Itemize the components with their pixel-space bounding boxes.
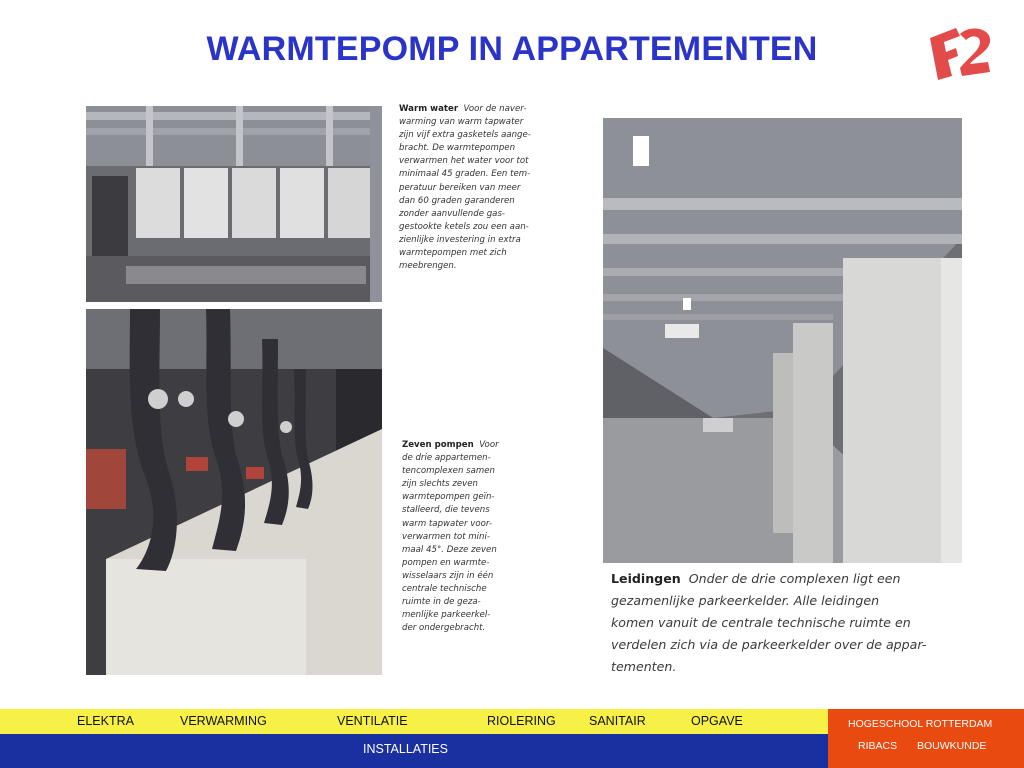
nav-link-verwarming[interactable]: VERWARMING — [180, 714, 267, 728]
caption-line: Warm water Voor de naver- — [399, 104, 527, 114]
nav-link-opgave[interactable]: OPGAVE — [691, 714, 743, 728]
caption-line: stalleerd, die tevens — [402, 505, 490, 516]
caption-line: verwarmen het water voor tot — [399, 156, 529, 167]
caption-line: peratuur bereiken van meer — [399, 182, 521, 193]
caption-line: minimaal 45 graden. Een tem- — [399, 169, 531, 180]
nav-link-riolering[interactable]: RIOLERING — [487, 714, 556, 728]
caption-line: der ondergebracht. — [402, 623, 486, 634]
caption-line: zonder aanvullende gas- — [399, 208, 506, 219]
caption-warm-water — [399, 103, 549, 273]
caption-line: Zeven pompen Voor — [402, 440, 499, 450]
caption-line: warming van warm tapwater — [399, 117, 524, 128]
caption-line: menlijke parkeerkel- — [402, 610, 491, 621]
nav-link-elektra[interactable]: ELEKTRA — [77, 714, 134, 728]
caption-line: pompen en warmte- — [402, 557, 490, 568]
caption-heading: Zeven pompen — [402, 440, 474, 450]
caption-line: bracht. De warmtepompen — [399, 143, 516, 154]
caption-leidingen — [611, 568, 971, 678]
caption-line: zijn slechts zeven — [402, 479, 478, 490]
nav-link-installaties[interactable]: INSTALLATIES — [363, 742, 448, 756]
caption-line: dan 60 graden garanderen — [399, 195, 515, 206]
caption-line: centrale technische — [402, 584, 487, 595]
institution-ribacs: RIBACS — [858, 740, 898, 752]
caption-line: komen vanuit de centrale technische ruimte en — [611, 615, 911, 630]
caption-line: ruimte in de geza- — [402, 597, 481, 608]
caption-line: gestookte ketels zou een aan- — [399, 221, 529, 232]
caption-line: warmtepompen met zich — [399, 248, 507, 259]
caption-line: zienlijke investering in extra — [399, 234, 521, 245]
caption-zeven-pompen — [402, 439, 542, 635]
caption-line: de drie appartemen- — [402, 453, 491, 464]
caption-line: meebrengen. — [399, 261, 457, 272]
caption-line: wisselaars zijn in één — [402, 570, 494, 581]
caption-line: gezamenlijke parkeerkelder. Alle leidingen — [611, 593, 880, 608]
caption-line: verwarmen tot mini- — [402, 531, 490, 542]
institution-bouwkunde: BOUWKUNDE — [917, 740, 987, 752]
caption-line: zijn vijf extra gasketels aange- — [399, 130, 531, 141]
caption-line: maal 45°. Deze zeven — [402, 544, 497, 555]
photo-parkeerkelder — [603, 118, 962, 563]
caption-line: verdelen zich via de parkeerkelder over de appar- — [611, 637, 927, 652]
photo-warmtepompen — [86, 309, 382, 675]
caption-line: warm tapwater voor- — [402, 518, 493, 529]
photo-gasketels — [86, 106, 382, 302]
page-title: WARMTEPOMP IN APPARTEMENTEN — [206, 30, 818, 68]
caption-line: tementen. — [611, 659, 677, 674]
nav-link-sanitair[interactable]: SANITAIR — [589, 714, 646, 728]
caption-line: warmtepompen geïn- — [402, 492, 495, 503]
caption-line: tencomplexen samen — [402, 466, 495, 477]
hogeschool-rotterdam-logo — [926, 24, 996, 80]
caption-heading: Warm water — [399, 104, 459, 114]
caption-heading: Leidingen — [611, 571, 681, 586]
caption-line: Leidingen Onder de drie complexen ligt een — [611, 571, 901, 586]
nav-link-ventilatie[interactable]: VENTILATIE — [337, 714, 408, 728]
institution-name: HOGESCHOOL ROTTERDAM — [848, 718, 993, 730]
